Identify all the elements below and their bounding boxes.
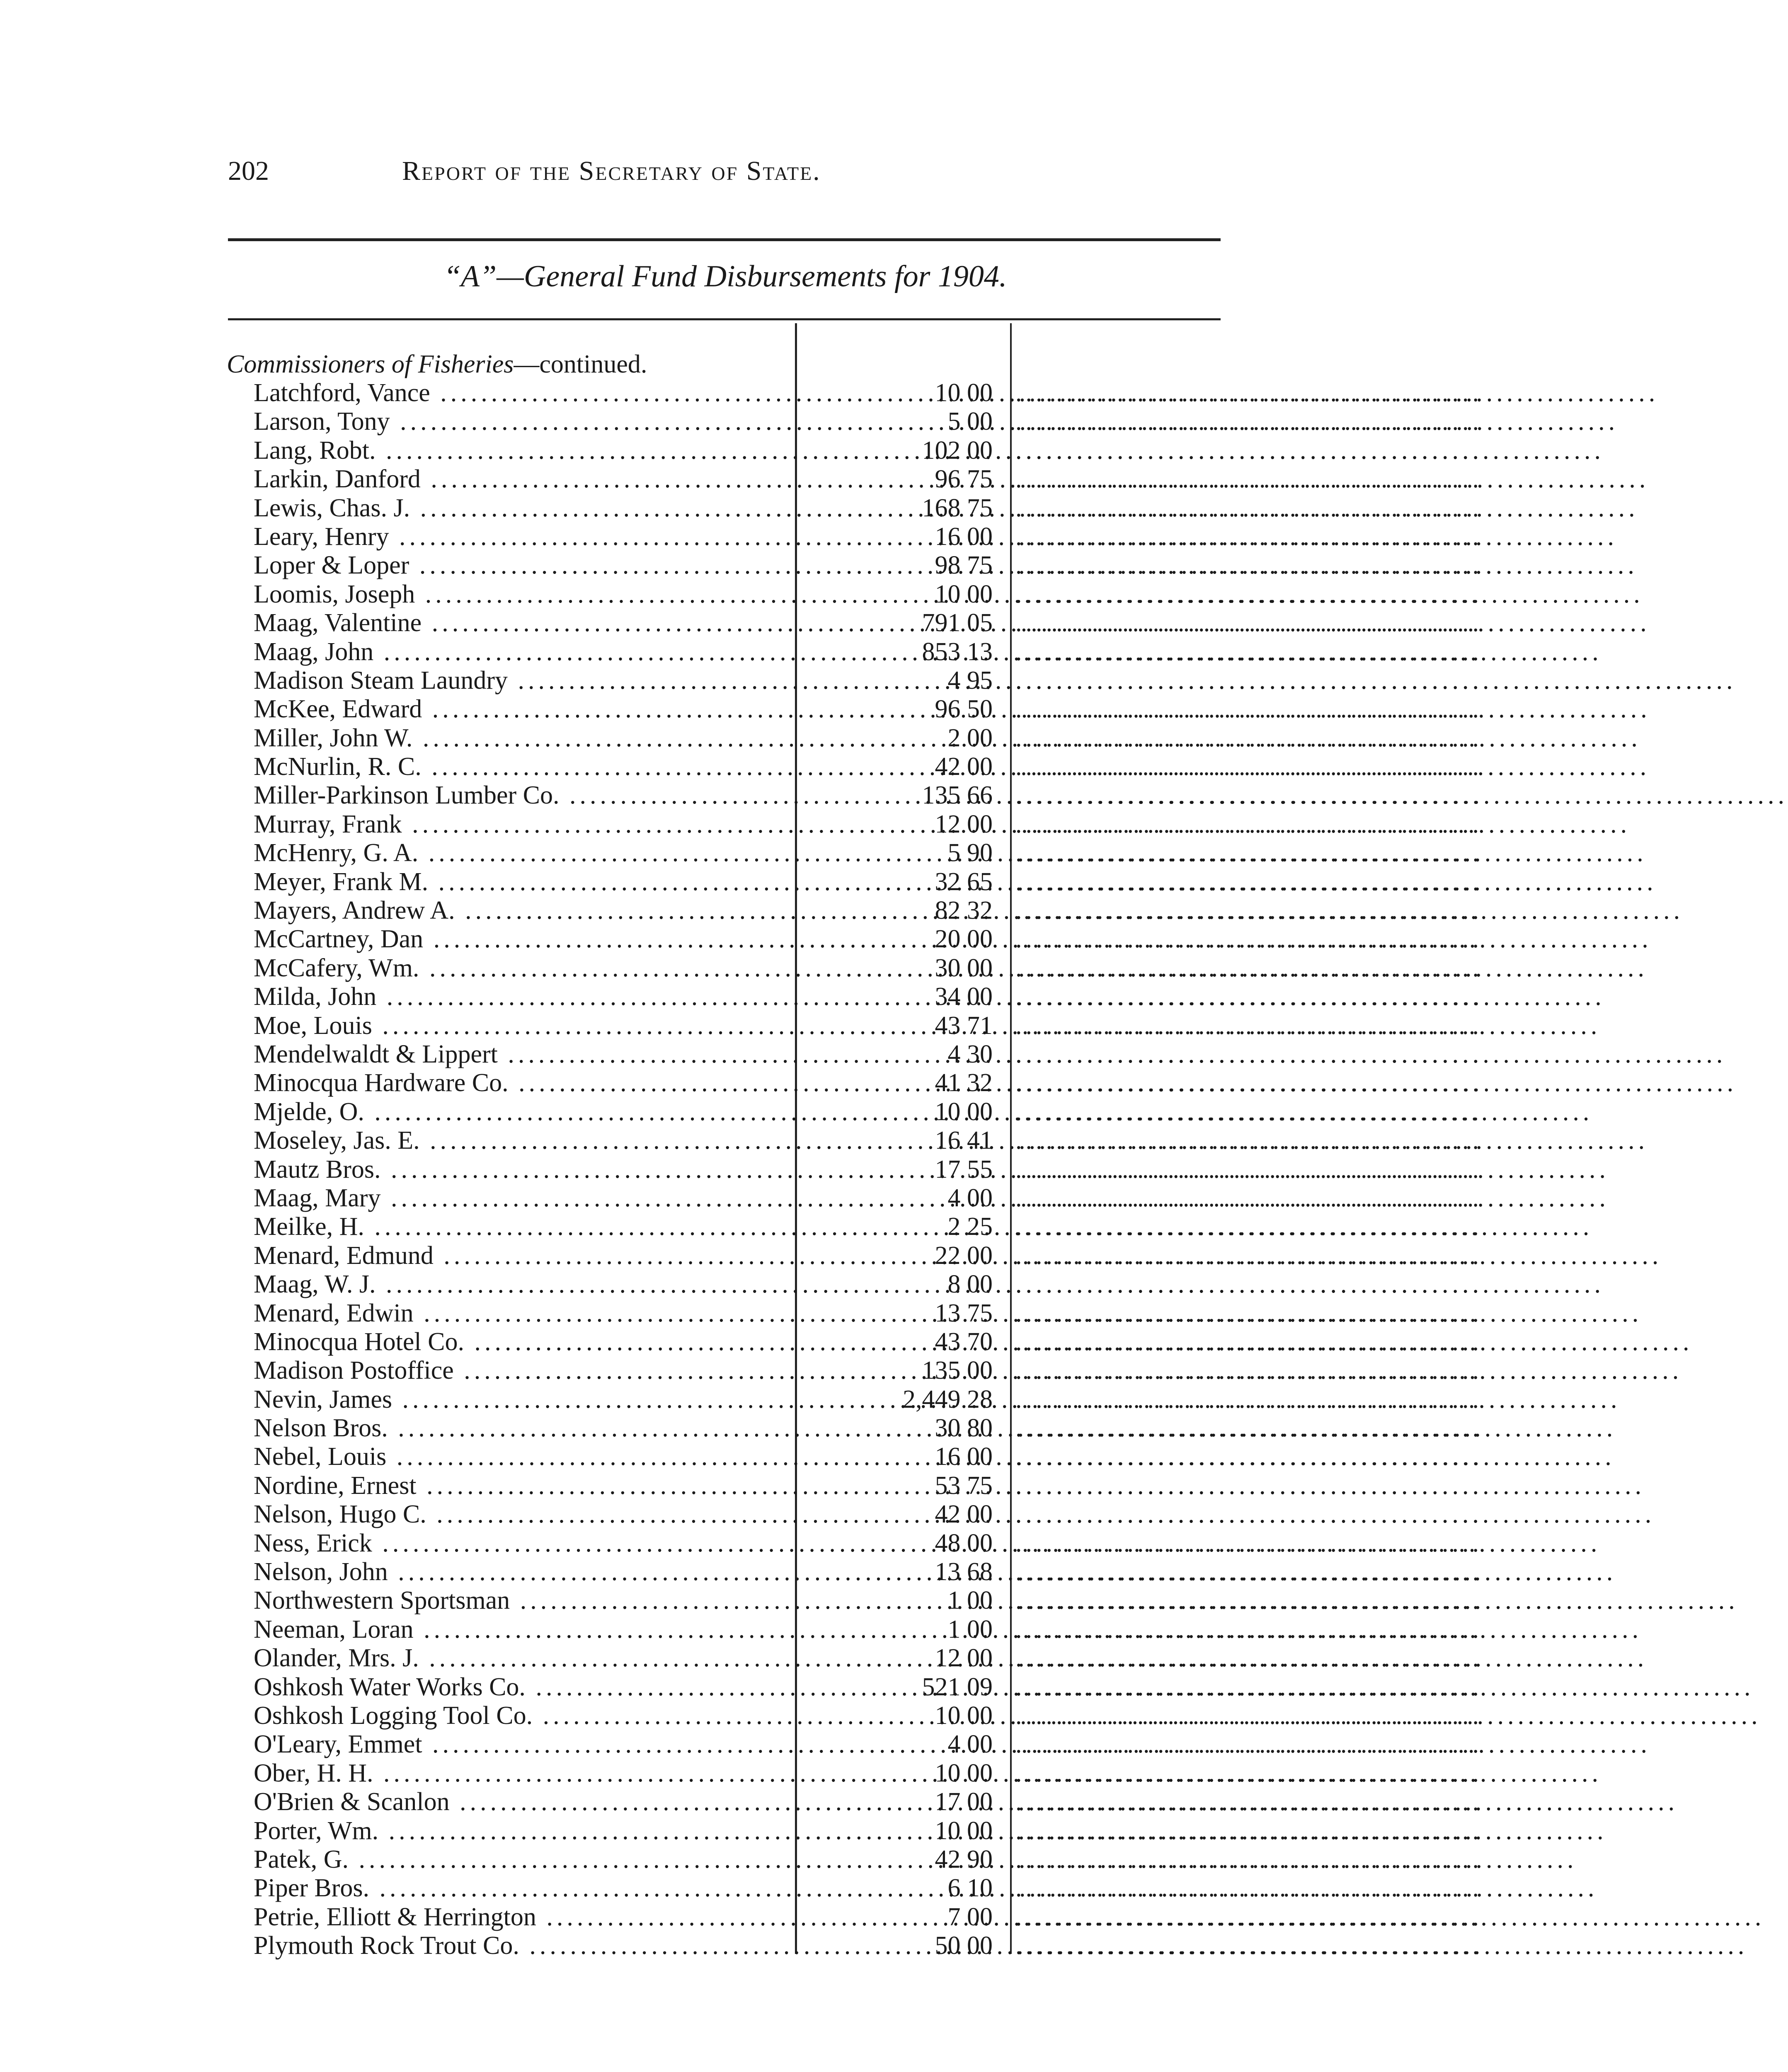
payee-name: Maag, Valentine ..... [254,609,790,637]
payment-amount: 42 00 [935,753,993,781]
table-row [0,867,1483,896]
total-column-leader: .............................................. [1015,1241,1483,1270]
table-top-rule [228,318,1221,320]
payee-name: Menard, Edmund ..... [254,1242,790,1270]
header-rule [228,238,1221,241]
table-row [0,465,1483,494]
payee-name: Ober, H. H. ..... [254,1759,790,1788]
table-row [0,1040,1483,1069]
payee-name: Madison Postoffice ..... [254,1356,790,1385]
total-column-leader: .............................................. [1015,954,1483,982]
table-row [0,1011,1483,1040]
payment-amount: 12 00 [935,810,993,838]
payee-name: Lewis, Chas. J. ..... [254,494,790,523]
payment-amount: 4 30 [947,1040,993,1068]
payment-amount: 43 71 [935,1011,993,1040]
payee-name: Nelson Bros. ..... [254,1414,790,1443]
total-column-leader: .............................................. [1015,637,1483,666]
payee-name: Oshkosh Logging Tool Co. ..... [254,1702,790,1730]
total-column-leader: .............................................. [1015,609,1483,637]
total-column-leader: .............................................. [1015,1471,1483,1500]
payment-amount: 96 75 [935,465,993,494]
payment-amount: 10 00 [935,1701,993,1730]
table-row [0,839,1483,867]
total-column-leader: .............................................. [1015,781,1483,810]
payment-amount: 8 00 [947,1270,993,1299]
total-column-leader: .............................................. [1015,1932,1483,1960]
payee-name: Minocqua Hotel Co. ..... [254,1328,790,1356]
total-column-leader: .............................................. [1015,580,1483,608]
table-row [0,436,1483,465]
payee-name: Nelson, John ..... [254,1558,790,1586]
total-column-leader: .............................................. [1015,551,1483,580]
payee-name: Loomis, Joseph ..... [254,580,790,609]
table-row [0,1443,1483,1471]
table-row [0,1558,1483,1586]
payment-amount: 16 00 [935,522,993,551]
payment-amount: 135 00 [922,1356,993,1385]
payee-name: Petrie, Elliott & Herrington ..... [254,1903,790,1932]
total-column-leader: .............................................. [1015,1327,1483,1356]
total-column-leader: .............................................. [1015,896,1483,925]
payee-name: Maag, Mary ..... [254,1184,790,1213]
payee-name: Milda, John ..... [254,983,790,1011]
payment-amount: 13 75 [935,1299,993,1327]
payment-amount: 50 00 [935,1932,993,1960]
payee-name: Loper & Loper ..... [254,551,790,580]
payment-amount: 2 00 [947,724,993,752]
total-column-leader: .............................................. [1015,465,1483,494]
payee-name: Nelson, Hugo C. ..... [254,1500,790,1529]
payment-amount: 521 09 [922,1673,993,1701]
total-column-leader: .............................................. [1015,1529,1483,1557]
payment-amount: 168 75 [922,494,993,522]
payment-amount: 30 80 [935,1414,993,1443]
payment-amount: 135 66 [922,781,993,810]
table-row [0,1529,1483,1558]
table-row [0,494,1483,523]
table-row [0,1097,1483,1126]
payment-amount: 7 00 [947,1903,993,1931]
payment-amount: 791 05 [922,609,993,637]
payee-name: Nordine, Ernest ..... [254,1472,790,1500]
payment-amount: 43 70 [935,1327,993,1356]
payment-amount: 5 90 [947,839,993,867]
payee-name: Porter, Wm. ..... [254,1817,790,1845]
table-row [0,896,1483,925]
table-row [0,1155,1483,1184]
table-row [0,1069,1483,1097]
total-column-leader: .............................................. [1015,1816,1483,1845]
payment-amount: 30 00 [935,954,993,982]
total-column-leader: .............................................. [1015,666,1483,695]
table-row [0,1816,1483,1845]
payment-amount: 42 00 [935,1500,993,1529]
payment-amount: 82 32 [935,896,993,925]
payment-amount: 48 00 [935,1529,993,1557]
total-column-leader: .............................................. [1015,867,1483,896]
payment-amount: 12 00 [935,1644,993,1673]
table-row [0,1356,1483,1385]
payment-amount: 10 00 [935,379,993,407]
table-row [0,1385,1483,1414]
table-row [0,1874,1483,1903]
table-row [0,666,1483,695]
total-column-leader: .............................................. [1015,1069,1483,1097]
table-row [0,609,1483,637]
total-column-leader: .............................................. [1015,1213,1483,1241]
table-row [0,810,1483,839]
table-row [0,1903,1483,1932]
payment-amount: 41 32 [935,1069,993,1097]
total-column-leader: .............................................. [1015,436,1483,465]
total-column-leader: .............................................. [1015,1644,1483,1673]
total-column-leader: .............................................. [1015,1586,1483,1615]
total-column-leader: .............................................. [1015,407,1483,436]
payment-amount: 6 10 [947,1874,993,1903]
running-title: Report of the Secretary of State. [402,156,821,186]
total-column-leader: .............................................. [1015,983,1483,1011]
table-row [0,407,1483,436]
payee-name: Plymouth Rock Trout Co. ..... [254,1932,790,1960]
total-column-leader: .............................................. [1015,1903,1483,1931]
payee-name: O'Brien & Scanlon ..... [254,1788,790,1816]
total-column-leader: .............................................. [1015,1385,1483,1414]
payee-name: Latchford, Vance ..... [254,379,790,407]
total-column-leader: .............................................. [1015,810,1483,838]
total-column-leader: .............................................. [1015,379,1483,407]
section-heading-name: Commissioners of Fisheries [227,350,514,378]
payee-name: Mautz Bros. ..... [254,1155,790,1184]
table-row [0,753,1483,781]
payee-name: Meyer, Frank M. ..... [254,868,790,896]
payee-name: Ness, Erick ..... [254,1529,790,1558]
payee-name: Maag, W. J. ..... [254,1270,790,1299]
payee-name: Lang, Robt. ..... [254,436,790,465]
total-column-leader: .............................................. [1015,925,1483,954]
total-column-leader: .............................................. [1015,1184,1483,1212]
payee-name: Moe, Louis ..... [254,1012,790,1040]
table-row [0,1701,1483,1730]
payee-name: McHenry, G. A. ..... [254,839,790,867]
payment-amount: 96 50 [935,695,993,724]
total-column-leader: .............................................. [1015,1270,1483,1299]
table-row [0,1845,1483,1874]
payee-name: Menard, Edwin ..... [254,1299,790,1328]
payment-amount: 5 00 [947,407,993,436]
total-column-leader: .............................................. [1015,1040,1483,1068]
table-row [0,1270,1483,1299]
payee-name: Nevin, James ..... [254,1385,790,1414]
payment-amount: 4 00 [947,1184,993,1212]
payment-amount: 10 00 [935,1759,993,1787]
table-row [0,551,1483,580]
table-row [0,1788,1483,1816]
payment-amount: 16 41 [935,1126,993,1155]
section-heading [227,350,647,379]
payee-name: Moseley, Jas. E. ..... [254,1126,790,1155]
total-column-leader: .............................................. [1015,1443,1483,1471]
payment-amount: 2,449 28 [903,1385,993,1414]
payee-name: Mayers, Andrew A. ..... [254,896,790,925]
payee-name: Olander, Mrs. J. ..... [254,1644,790,1673]
section-heading-suffix: —continued. [514,350,647,378]
total-column-leader: .............................................. [1015,1155,1483,1184]
payment-amount: 2 25 [947,1213,993,1241]
payee-name: Miller, John W. ..... [254,724,790,753]
payee-name: Piper Bros. ..... [254,1874,790,1903]
page-number: 202 [228,156,269,186]
total-column-leader: .............................................. [1015,522,1483,551]
table-row [0,1730,1483,1759]
total-column-leader: .............................................. [1015,1558,1483,1586]
total-column-leader: .............................................. [1015,1011,1483,1040]
payee-name: Miller-Parkinson Lumber Co. ..... [254,781,790,810]
payment-amount: 13 68 [935,1558,993,1586]
total-column-leader: .............................................. [1015,1759,1483,1787]
table-row [0,1615,1483,1644]
total-column-leader: .............................................. [1015,1788,1483,1816]
payee-name: Mjelde, O. ..... [254,1098,790,1126]
payee-name: Minocqua Hardware Co. ..... [254,1069,790,1097]
payee-name: Mendelwaldt & Lippert ..... [254,1040,790,1069]
total-column-leader: .............................................. [1015,1500,1483,1529]
table-row [0,1932,1483,1960]
payee-name: Northwestern Sportsman ..... [254,1586,790,1615]
payee-name: Oshkosh Water Works Co. ..... [254,1673,790,1702]
table-row [0,1241,1483,1270]
table-row [0,695,1483,724]
payment-amount: 10 00 [935,580,993,608]
table-row [0,379,1483,407]
table-row [0,1471,1483,1500]
payment-amount: 53 75 [935,1471,993,1500]
total-column-leader: .............................................. [1015,494,1483,522]
table-row [0,724,1483,753]
table-row [0,580,1483,609]
total-column-leader: .............................................. [1015,839,1483,867]
disbursement-table [0,379,1483,1960]
page-header [228,155,1223,201]
payment-amount: 22 00 [935,1241,993,1270]
table-row [0,781,1483,810]
table-row [0,1500,1483,1529]
total-column-leader: .............................................. [1015,1299,1483,1327]
payee-name: Nebel, Louis ..... [254,1443,790,1471]
total-column-leader: .............................................. [1015,1615,1483,1644]
payment-amount: 17 00 [935,1788,993,1816]
table-row [0,925,1483,954]
payee-name: Madison Steam Laundry ..... [254,666,790,695]
payment-amount: 10 00 [935,1816,993,1845]
table-row [0,1644,1483,1673]
payment-amount: 20 00 [935,925,993,954]
payment-amount: 34 00 [935,983,993,1011]
total-column-leader: .............................................. [1015,1845,1483,1874]
table-row [0,954,1483,983]
payment-amount: 32 65 [935,867,993,896]
table-row [0,1126,1483,1155]
payment-amount: 1 00 [947,1586,993,1615]
payee-name: Meilke, H. ..... [254,1213,790,1241]
payee-name: Larkin, Danford ..... [254,465,790,494]
payment-amount: 98 75 [935,551,993,580]
total-column-leader: .............................................. [1015,753,1483,781]
table-title: “A”—General Fund Disbursements for 1904. [443,259,1007,293]
total-column-leader: .............................................. [1015,1701,1483,1730]
payee-name: McNurlin, R. C. ..... [254,753,790,781]
total-column-leader: .............................................. [1015,1673,1483,1701]
total-column-leader: .............................................. [1015,1126,1483,1155]
payee-name: Larson, Tony ..... [254,407,790,436]
payee-name: McKee, Edward ..... [254,695,790,724]
table-row [0,1759,1483,1788]
total-column-leader: .............................................. [1015,1097,1483,1126]
total-column-leader: .............................................. [1015,1874,1483,1903]
table-row [0,522,1483,551]
payment-amount: 16 00 [935,1443,993,1471]
total-column-leader: .............................................. [1015,1730,1483,1759]
table-row [0,1414,1483,1443]
payment-amount: 4 00 [947,1730,993,1759]
table-row [0,1673,1483,1702]
payment-amount: 4 95 [947,666,993,695]
table-row [0,1327,1483,1356]
payment-amount: 853 13 [922,637,993,666]
payee-name: Maag, John ..... [254,638,790,666]
payee-name: O'Leary, Emmet ..... [254,1730,790,1759]
table-row [0,1213,1483,1241]
total-column-leader: .............................................. [1015,724,1483,752]
payment-amount: 1 00 [947,1615,993,1644]
payment-amount: 17 55 [935,1155,993,1184]
table-row [0,1299,1483,1328]
payee-name: Murray, Frank ..... [254,810,790,839]
payment-amount: 102 00 [922,436,993,465]
table-row [0,637,1483,666]
total-column-leader: .............................................. [1015,695,1483,724]
table-row [0,1184,1483,1213]
payee-name: Neeman, Loran ..... [254,1615,790,1644]
payee-name: McCartney, Dan ..... [254,925,790,954]
table-row [0,1586,1483,1615]
payee-name: Leary, Henry ..... [254,523,790,551]
payment-amount: 10 00 [935,1097,993,1126]
payee-name: McCafery, Wm. ..... [254,954,790,983]
table-row [0,983,1483,1011]
total-column-leader: .............................................. [1015,1356,1483,1385]
total-column-leader: .............................................. [1015,1414,1483,1443]
payee-name: Patek, G. ..... [254,1845,790,1874]
payment-amount: 42 90 [935,1845,993,1874]
